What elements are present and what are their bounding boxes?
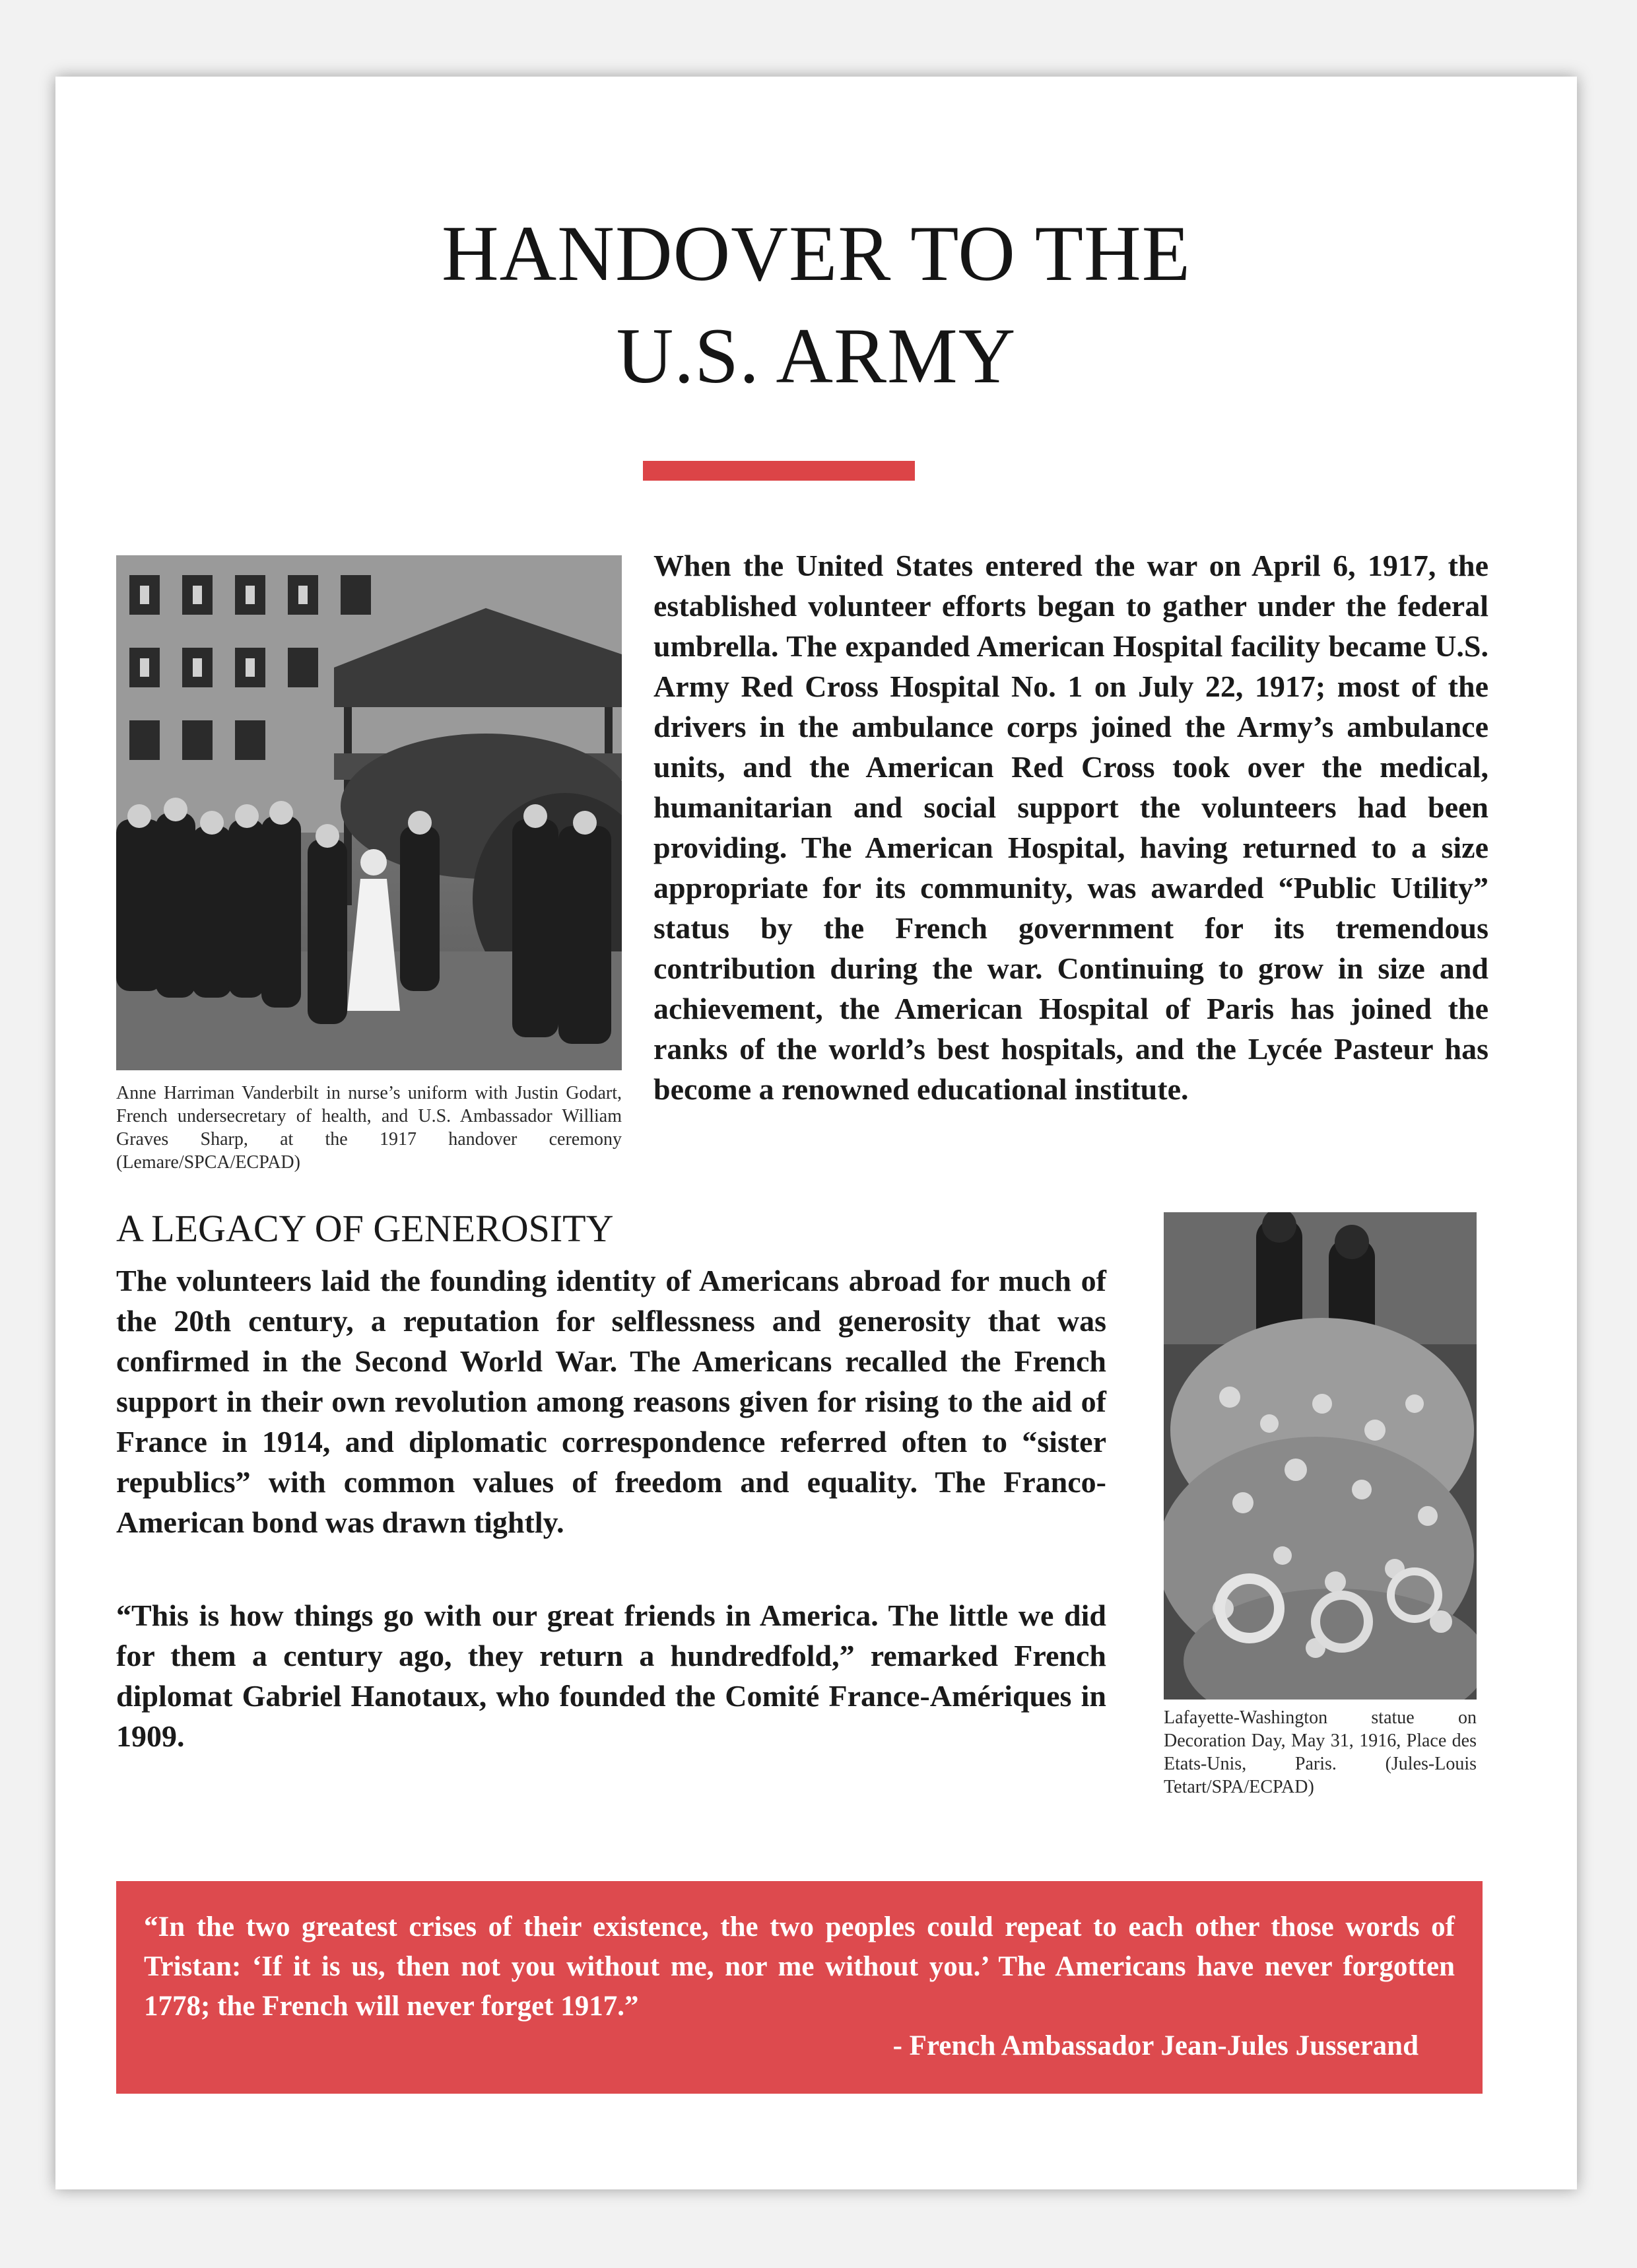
page-title-line-2: U.S. ARMY <box>616 312 1017 399</box>
section-heading-legacy: A LEGACY OF GENEROSITY <box>116 1207 614 1250</box>
poster-page <box>55 77 1577 2189</box>
quote-attribution: - French Ambassador Jean-Jules Jusserand <box>892 2030 1419 2061</box>
page-title <box>55 202 1577 407</box>
jusserand-quote-box <box>116 1881 1483 2094</box>
title-accent-rule <box>643 461 915 481</box>
statue-flowers-photo <box>1164 1212 1477 1700</box>
legacy-paragraph-1: The volunteers laid the founding identity of Americans abroad for much of the 20th century, a reputation for selflessness and generosity that was confirmed in the Second World War. The Americans recalled the French support in their own revolution among reasons given for rising to the aid of France in 1914, and diplomatic correspondence referred often to “sister republics” with common values of freedom and equality. The Franco-American bond was drawn tightly. <box>116 1264 1106 1539</box>
handover-photo-caption: Anne Harriman Vanderbilt in nurse’s uniform with Justin Godart, French undersecretary of health, and U.S. Ambassador William Graves Sharp, at the 1917 handover ceremony (Lemare/SPCA/ECPAD) <box>116 1083 622 1173</box>
page-title-line-1: HANDOVER TO THE <box>441 209 1191 297</box>
legacy-paragraph-2: “This is how things go with our great friends in America. The little we did for them a century ago, they return a hundredfold,” remarked French diplomat Gabriel Hanotaux, who founded the Comité France-Amériques in 1909. <box>116 1598 1106 1753</box>
statue-photo-caption: Lafayette-Washington statue on Decoration Day, May 31, 1916, Place des Etats-Unis, Paris. (Jules-Louis Tetart/SPA/ECPAD) <box>1164 1707 1477 1797</box>
quote-text: “In the two greatest crises of their existence, the two peoples could repeat to each other those words of Tristan: ‘If it is us, then not you without me, nor me without you.’ The Americans have never forgotten 1778; the French will never forget 1917.” <box>144 1911 1455 2022</box>
handover-ceremony-photo <box>116 555 622 1070</box>
intro-paragraph: When the United States entered the war on April 6, 1917, the established volunteer efforts began to gather under the federal umbrella. The expanded American Hospital facility became U.S. Army Red Cross Hospital No. 1 on July 22, 1917; most of the drivers in the ambulance corps joined the Army’s ambulance units, and the American Red Cross took over the medical, humanitarian and social support the volunteers had been providing. The American Hospital, having returned to a size appropriate for its community, was awarded “Public Utility” status by the French government for its tremendous contribution during the war. Continuing to grow in size and achievement, the American Hospital of Paris has joined the ranks of the world’s best hospitals, and the Lycée Pasteur has become a renowned educational institute. <box>653 549 1488 1106</box>
